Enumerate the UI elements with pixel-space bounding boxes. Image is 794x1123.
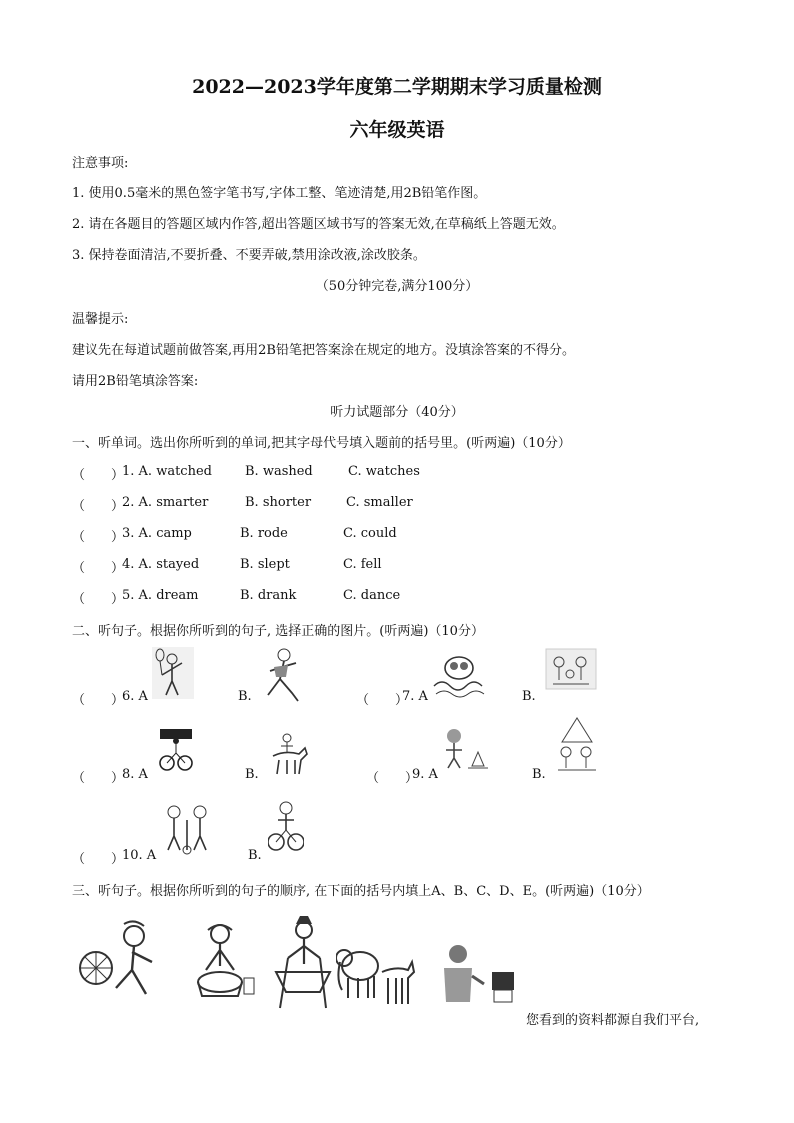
q7-label-b: B. [522,689,536,704]
answer-bracket[interactable]: （ ） [72,561,125,576]
tips-text: 建议先在每道试题前做答案,再用2B铅笔把答案涂在规定的地方。没填涂答案的不得分。 [72,343,575,358]
boy-fell-off-bike-picture [76,918,160,1002]
q8-label-b: B. [245,767,259,782]
answer-bracket[interactable]: （ ） [356,693,409,708]
camping-group-picture [552,712,602,774]
answer-bracket[interactable]: （ ） [72,771,125,786]
q6-label-a: 6. A [122,689,148,704]
planting-trees-picture [160,800,214,856]
answer-bracket[interactable]: （ ） [72,499,125,514]
q6-label-b: B. [238,689,252,704]
part2-heading: 二、听句子。根据你所听到的句子, 选择正确的图片。(听两遍)（10分） [72,624,484,639]
q1-option-c: C. watches [348,464,420,479]
turtle-in-sea-picture [432,648,486,698]
tips-fill: 请用2B铅笔填涂答案: [72,374,199,389]
campfire-picture [440,722,490,774]
answer-bracket[interactable]: （ ） [72,592,125,607]
running-boy-picture [258,645,308,705]
person-watching-tv-picture [436,940,522,1010]
q8-label-a: 8. A [122,767,148,782]
q5-option-c: C. dance [343,588,401,603]
part3-heading: 三、听句子。根据你所听到的句子的顺序, 在下面的括号内填上A、B、C、D、E。(听两遍)（10分） [72,884,650,899]
tips-heading: 温馨提示: [72,312,129,327]
boy-rowing-boat-picture [270,912,336,1012]
q3-option-a: 3. A. camp [122,526,192,541]
part1-heading: 一、听单词。选出你所听到的单词,把其字母代号填入题前的括号里。(听两遍)（10分） [72,436,571,451]
notice-heading: 注意事项: [72,156,129,171]
q3-option-c: C. could [343,526,397,541]
q5-option-b: B. drank [240,588,297,603]
page-subtitle: 六年级英语 [349,119,445,141]
girl-washing-clothes-picture [188,920,258,1004]
q3-option-b: B. rode [240,526,288,541]
notice-item-2: 2. 请在各题目的答题区域内作答,超出答题区域书写的答案无效,在草稿纸上答题无效。 [72,217,565,232]
q4-option-b: B. slept [240,557,290,572]
boy-cycling-picture [158,727,194,773]
q5-option-a: 5. A. dream [122,588,199,603]
riding-bike-picture [268,798,304,854]
q1-option-a: 1. A. watched [122,464,212,479]
footer-note: 您看到的资料都源自我们平台, [526,1013,700,1028]
q4-option-c: C. fell [343,557,382,572]
answer-bracket[interactable]: （ ） [72,468,125,483]
q2-option-c: C. smaller [346,495,413,510]
time-note: （50分钟完卷,满分100分） [315,279,479,294]
elephant-and-donkey-picture [336,934,416,1014]
notice-item-1: 1. 使用0.5毫米的黑色签字笔书写,字体工整、笔迹清楚,用2B铅笔作图。 [72,186,487,201]
q2-option-a: 2. A. smarter [122,495,209,510]
listening-title: 听力试题部分（40分） [330,405,464,420]
notice-item-3: 3. 保持卷面清洁,不要折叠、不要弄破,禁用涂改液,涂改胶条。 [72,248,426,263]
page-title: 2022—2023学年度第二学期期末学习质量检测 [192,76,602,98]
answer-bracket[interactable]: （ ） [72,530,125,545]
q9-label-a: 9. A [412,767,438,782]
q1-option-b: B. washed [245,464,313,479]
family-picnic-picture [545,648,597,690]
q10-label-b: B. [248,848,262,863]
q4-option-a: 4. A. stayed [122,557,200,572]
q10-label-a: 10. A [122,848,157,863]
q9-label-b: B. [532,767,546,782]
q2-option-b: B. shorter [245,495,312,510]
horse-riding-picture [265,730,311,778]
answer-bracket[interactable]: （ ） [72,852,125,867]
badminton-girl-picture [150,645,196,701]
answer-bracket[interactable]: （ ） [72,693,125,708]
answer-bracket[interactable]: （ ） [366,771,419,786]
q7-label-a: 7. A [402,689,428,704]
